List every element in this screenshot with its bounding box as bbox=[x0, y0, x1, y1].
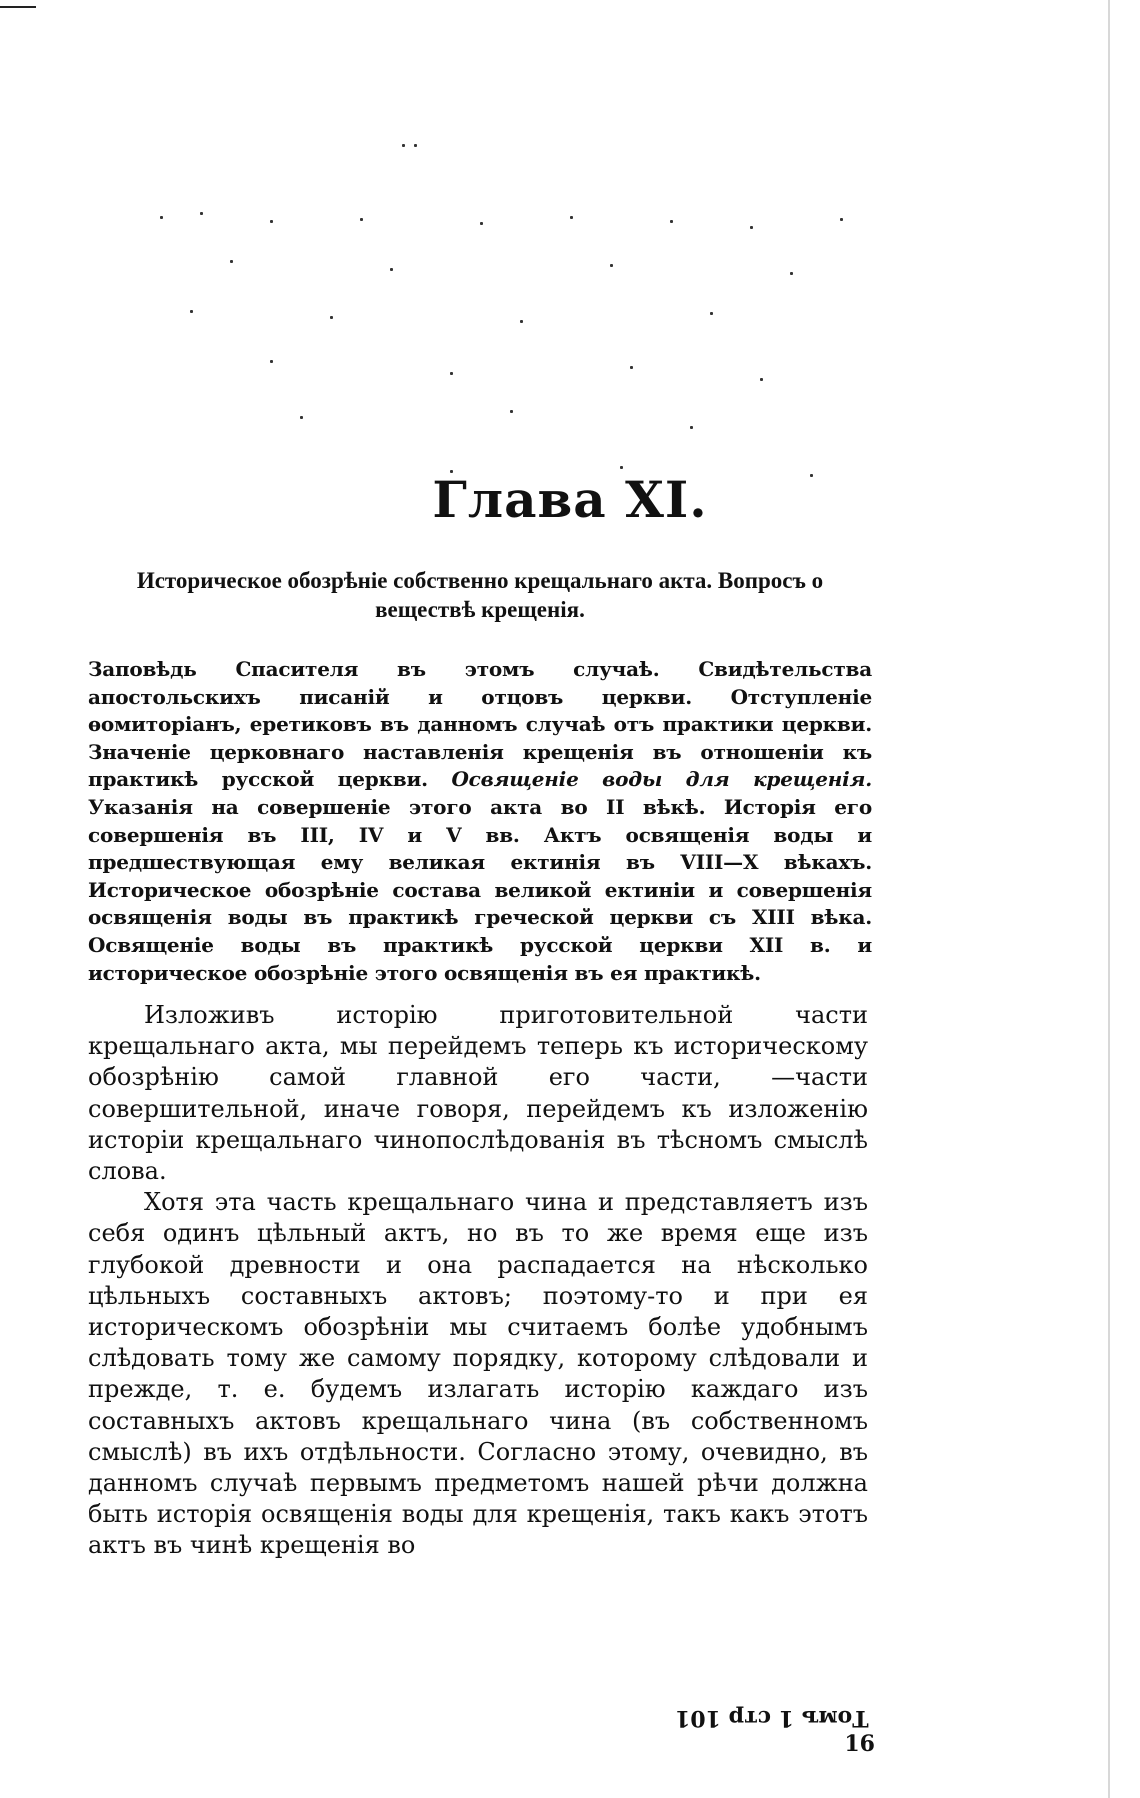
paragraph: Хотя эта часть крещальнаго чина и представляетъ изъ себя одинъ цѣльный актъ, но въ то же время еще изъ глубокой древности и она распадается на нѣсколько цѣльныхъ составныхъ актовъ; поэтому-то и при ея историческомъ обозрѣніи мы считаемъ болѣе удобнымъ слѣдовать тому же самому порядку, которому слѣдовали и прежде, т. е. будемъ излагать исторію каждаго изъ составныхъ актовъ крещальнаго чина (въ собственномъ смыслѣ) въ ихъ отдѣльности. Согласно этому, очевидно, въ данномъ случаѣ первымъ предметомъ нашей рѣчи должна быть исторія освященія воды для крещенія, такъ какъ этотъ актъ въ чинѣ крещенія во bbox=[88, 1188, 868, 1560]
speckle bbox=[570, 216, 573, 219]
speckle bbox=[790, 272, 793, 275]
speckle bbox=[510, 410, 513, 413]
chapter-summary bbox=[88, 656, 872, 987]
speckle bbox=[710, 312, 713, 315]
speckle bbox=[200, 212, 203, 215]
speckle bbox=[670, 220, 673, 223]
body-text bbox=[88, 1000, 868, 1562]
speckle bbox=[270, 220, 273, 223]
speckle bbox=[750, 226, 753, 229]
speckle bbox=[190, 310, 193, 313]
page-number: 16 bbox=[844, 1731, 875, 1757]
chapter-heading: Глава XI. bbox=[432, 470, 708, 529]
speckle bbox=[450, 372, 453, 375]
speckle bbox=[610, 264, 613, 267]
speckle bbox=[520, 320, 523, 323]
speckle bbox=[300, 416, 303, 419]
chapter-subtitle: Историческое обозрѣніе собственно крещальнаго акта. Вопросъ о веществѣ крещенія. bbox=[136, 568, 824, 622]
speckle bbox=[840, 218, 843, 221]
speckle bbox=[390, 268, 393, 271]
scan-edge-mark bbox=[0, 6, 36, 8]
summary-emphasis: Освященіе воды для крещенія. bbox=[451, 767, 872, 792]
speckle bbox=[630, 366, 633, 369]
page-footer bbox=[655, 1705, 875, 1757]
summary-text-part1: Заповѣдь Спасителя въ этомъ случаѣ. Свидѣтельства апостольскихъ писаній и отцовъ церкви. Отступленіе ѳомиторіанъ, еретиковъ въ данномъ случаѣ отъ практики церкви. Значеніе церковнаго наставленія крещенія въ отношеніи къ практикѣ русской церкви. bbox=[88, 657, 872, 792]
speckle bbox=[160, 216, 163, 219]
footer-signature: Томъ 1 стр 101 bbox=[675, 1705, 869, 1731]
speckle bbox=[414, 144, 417, 147]
speckle bbox=[230, 260, 233, 263]
speckle bbox=[760, 378, 763, 381]
speckle bbox=[480, 222, 483, 225]
speckle bbox=[270, 360, 273, 363]
speckle bbox=[620, 466, 623, 469]
speckle bbox=[360, 218, 363, 221]
speckle bbox=[330, 316, 333, 319]
print-speckle-area bbox=[150, 140, 910, 500]
speckle bbox=[402, 144, 405, 147]
paragraph: Изложивъ исторію приготовительной части крещальнаго акта, мы перейдемъ теперь къ историческому обозрѣнію самой главной его части, —части совершительной, иначе говоря, перейдемъ къ изложенію исторіи крещальнаго чинопослѣдованія въ тѣсномъ смыслѣ слова. bbox=[88, 1001, 868, 1186]
speckle bbox=[690, 426, 693, 429]
page-edge-shadow bbox=[1108, 0, 1110, 1798]
summary-text-part2: Указанія на совершеніе этого акта во II вѣкѣ. Исторія его совершенія въ III, IV и V вв. Актъ освященія воды и предшествующая ему великая ектинія въ VIII—X вѣкахъ. Историческое обозрѣніе состава великой ектиніи и совершенія освященія воды въ практикѣ греческой церкви съ XIII вѣка. Освященіе воды въ практикѣ русской церкви XII в. и историческое обозрѣніе этого освященія въ ея практикѣ. bbox=[88, 794, 872, 985]
